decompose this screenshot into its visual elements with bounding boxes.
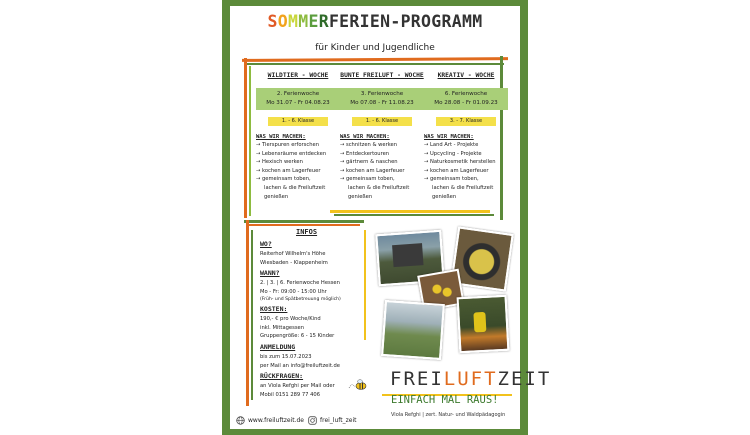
activity: kochen am Lagerfeuer [346, 167, 405, 174]
list-item [340, 184, 424, 193]
week-heading: WILDTIER - WOCHE [267, 72, 329, 79]
list-item: → gemeinsam toben, [256, 176, 311, 183]
was-wir-machen: WAS WIR MACHEN: [256, 134, 306, 140]
frame-stroke [244, 58, 247, 218]
list-item [424, 193, 508, 202]
week-dates: Mo 28.08 - Fr 01.09.23 [434, 100, 498, 106]
frame-stroke [330, 210, 490, 213]
info-line: bis zum 15.07.2023 [260, 354, 312, 360]
was-wir-machen: WAS WIR MACHEN: [340, 134, 390, 140]
title-rest: FERIEN-PROGRAMM [328, 12, 483, 31]
week-dates: Mo 07.08 - Fr 11.08.23 [350, 100, 414, 106]
frame-stroke [246, 63, 504, 65]
photo-children-group [381, 300, 445, 360]
list-item: → Tierspuren erforschen [256, 142, 319, 148]
infos-title: INFOS [296, 228, 318, 236]
footer-web[interactable] [236, 416, 304, 425]
info-line[interactable]: per Mail an info@freiluftzeit.de [260, 362, 340, 369]
info-wann [260, 279, 341, 305]
pedagogin-credit: Viola Refghi | zert. Natur- und Waldpädagogin [391, 412, 506, 418]
instagram-icon [308, 416, 317, 425]
title-letter: O [277, 12, 288, 31]
activity: Lebensräume entdecken [262, 150, 327, 157]
infos-stroke [244, 220, 364, 223]
activity: Naturkosmetik herstellen [430, 159, 496, 166]
activity: gemeinsam toben, [346, 176, 395, 183]
activity: gemeinsam toben, [430, 176, 479, 183]
photo-campfire [457, 295, 510, 354]
bee-icon [348, 378, 370, 392]
slogan: EINFACH MAL RAUS! [391, 394, 499, 406]
info-label-wann: WANN? [260, 269, 280, 277]
instagram-handle[interactable]: frei_luft_zeit [320, 417, 357, 424]
ferienwoche: 2. Ferienwoche [276, 91, 320, 97]
info-wo [260, 250, 328, 267]
infos-stroke [364, 230, 366, 340]
info-line: an Viola Refghi per Mail oder [260, 383, 335, 389]
poster [222, 0, 552, 435]
week-heading: BUNTE FREILUFT - WOCHE [340, 72, 424, 79]
footer-instagram[interactable] [308, 416, 357, 425]
activity-list [256, 141, 340, 201]
list-item: → Lebensräume entdecken [256, 150, 327, 157]
list-item: → Hexisch werken [256, 159, 303, 166]
list-item: → kochen am Lagerfeuer [256, 167, 321, 174]
list-item: → kochen am Lagerfeuer [424, 167, 489, 174]
frame-stroke [334, 214, 494, 216]
info-line: inkl. Mittagessen [260, 324, 305, 331]
activity: Upcycling - Projekte [430, 150, 482, 157]
week-heading: KREATIV - WOCHE [437, 72, 495, 79]
info-label-wo: WO? [260, 240, 272, 248]
activity: genießen [348, 193, 373, 200]
infos-stroke [246, 220, 249, 406]
week-date-box [340, 88, 424, 110]
list-item: → Upcycling - Projekte [424, 150, 482, 157]
activity: lachen & die Freiluftzeit [264, 184, 326, 191]
subtitle: für Kinder und Jugendliche [315, 43, 435, 53]
info-line: (Früh- und Spätbetreuung möglich) [260, 297, 341, 302]
list-item [340, 193, 424, 202]
info-line: Wiesbaden - Klappenheim [260, 259, 328, 266]
info-kosten [260, 315, 334, 341]
klasse-badge: 1. - 6. Klasse [268, 117, 328, 126]
title-letter: M [288, 12, 299, 31]
info-line: Gruppengröße: 6 - 15 Kinder [260, 333, 335, 339]
list-item [424, 184, 508, 193]
info-anmeldung [260, 353, 340, 370]
list-item: → gemeinsam toben, [424, 176, 479, 183]
info-line: 2. | 3. | 6. Ferienwoche Hessen [260, 280, 340, 286]
ferienwoche: 3. Ferienwoche [360, 91, 404, 97]
list-item: → gemeinsam toben, [340, 176, 395, 183]
activity: Entdeckertouren [346, 150, 390, 157]
list-item: → kochen am Lagerfeuer [340, 167, 405, 174]
week-column-1 [256, 72, 340, 201]
globe-icon [236, 416, 245, 425]
activity: Tierspuren erforschen [262, 142, 319, 148]
activity-list [424, 141, 508, 201]
infos-stroke [248, 224, 360, 226]
activity: genießen [264, 193, 289, 200]
klasse-badge: 3. - 7. Klasse [436, 117, 496, 126]
info-line: Reiterhof Wilhelm's Höhe [260, 251, 326, 257]
logo-part: LUFT [443, 368, 498, 390]
activity: genießen [432, 193, 457, 200]
activity: kochen am Lagerfeuer [262, 167, 321, 174]
info-line: Mo - Fr: 09:00 - 15:00 Uhr [260, 288, 327, 295]
list-item: → Entdeckertouren [340, 150, 390, 157]
list-item [256, 193, 340, 202]
info-rueckfragen [260, 382, 335, 399]
week-column-3 [424, 72, 508, 201]
info-label-rueckfragen: RÜCKFRAGEN: [260, 372, 304, 380]
week-dates: Mo 31.07 - Fr 04.08.23 [266, 100, 330, 106]
program-title [230, 12, 520, 31]
list-item: → Land Art - Projekte [424, 142, 479, 148]
frame-stroke [242, 57, 508, 62]
info-label-kosten: KOSTEN: [260, 305, 288, 313]
logo-part: ZEIT [497, 368, 552, 390]
week-column-2 [340, 72, 424, 201]
brand-logo [390, 368, 551, 390]
activity: Hexisch werken [262, 159, 303, 166]
title-letter: M [298, 12, 309, 31]
website-link[interactable]: www.freiluftzeit.de [248, 417, 304, 424]
list-item: → Naturkosmetik herstellen [424, 159, 496, 166]
klasse-badge: 1. - 6. Klasse [352, 117, 412, 126]
activity-list [340, 141, 424, 201]
activity: gemeinsam toben, [262, 176, 311, 183]
title-letter: S [267, 12, 278, 31]
week-date-box [256, 88, 340, 110]
frame-stroke [249, 66, 251, 216]
activity: schnitzen & werken [346, 142, 398, 148]
list-item: → gärtnern & naschen [340, 159, 398, 166]
poster-inner [230, 6, 552, 429]
list-item: → schnitzen & werken [340, 142, 398, 148]
activity: kochen am Lagerfeuer [430, 167, 489, 174]
activity: lachen & die Freiluftzeit [432, 184, 494, 191]
info-label-anmeldung: ANMELDUNG [260, 343, 296, 351]
list-item [256, 184, 340, 193]
title-letter: R [318, 12, 329, 31]
logo-part: FREI [390, 368, 444, 390]
activity: Land Art - Projekte [430, 142, 479, 148]
infos-stroke [251, 230, 253, 400]
info-line: 190,- € pro Woche/Kind [260, 316, 321, 322]
activity: lachen & die Freiluftzeit [348, 184, 410, 191]
week-date-box [424, 88, 508, 110]
info-line: Mobil 0151 289 77 406 [260, 391, 321, 398]
ferienwoche: 6. Ferienwoche [444, 91, 488, 97]
activity: gärtnern & naschen [346, 159, 398, 166]
was-wir-machen: WAS WIR MACHEN: [424, 134, 474, 140]
title-letter: E [308, 12, 319, 31]
